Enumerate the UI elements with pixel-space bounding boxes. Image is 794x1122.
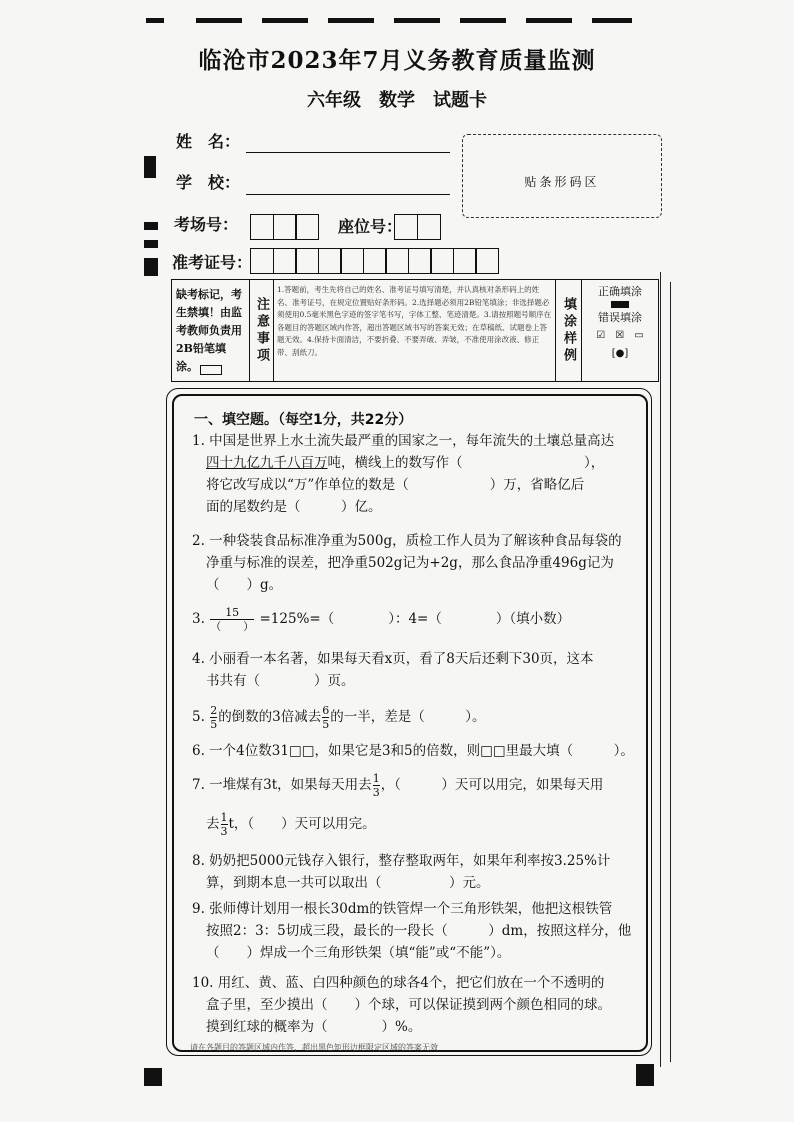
question-5: 5. $\frac{2}{5}$ 的倒数的3倍减去 $\frac{6}{5}$ 的一半，差是（ ）。 bbox=[192, 704, 486, 731]
exam-room-label: 考场号： bbox=[174, 215, 239, 234]
fraction: $\frac{2}{5}$ bbox=[210, 704, 218, 731]
page-subtitle: 六年级 数学 试题卡 bbox=[307, 90, 487, 111]
underlined-number: 四十九亿九千八百万 bbox=[206, 455, 328, 471]
top-mark bbox=[146, 18, 164, 23]
question-3: 3. $\frac{15}{( )}$ =125%=（ ）：4=（ ）（填小数） bbox=[192, 606, 571, 633]
question-8: 8. 奶奶把5000元钱存入银行，整存整取两年，如果年利率按3.25%计 算，到期本息一共可以取出（ ）元。 bbox=[192, 853, 611, 891]
fraction: $\frac{6}{5}$ bbox=[322, 704, 330, 731]
school-label: 学 校： bbox=[176, 173, 241, 192]
question-7: 7. 一堆煤有3t，如果每天用去 $\frac{1}{3}$ ，（ ）天可以用完，如果每天用 去 $\frac{1}{3}$ t，（ ）天可以用完。 bbox=[192, 772, 604, 838]
position-block bbox=[144, 258, 158, 276]
seat-boxes[interactable] bbox=[394, 214, 439, 240]
seat-label: 座位号： bbox=[338, 217, 403, 236]
school-field[interactable] bbox=[246, 194, 450, 195]
ticket-boxes[interactable] bbox=[250, 248, 498, 274]
position-block bbox=[144, 1068, 162, 1086]
exam-room-boxes[interactable] bbox=[250, 214, 318, 240]
wrong-mark-icon: ☑ bbox=[596, 330, 606, 341]
question-2: 2. 一种袋装食品标准净重为500g，质检工作人员为了解该种食品每袋的 净重与标准的误差，把净重502g记为+2g，那么食品净重496g记为 （ ）g。 bbox=[192, 533, 622, 593]
right-edge-line bbox=[670, 282, 671, 1062]
position-block bbox=[144, 222, 158, 230]
question-9: 9. 张师傅计划用一根长30dm的铁管焊一个三角形铁架，他把这根铁管 按照2：3：5切成三段，最长的一段长（ ）dm，按照这样分，他 （ ）焊成一个三角形铁架（填“能”或“不能”）。 bbox=[192, 901, 632, 961]
name-label: 姓 名： bbox=[176, 132, 241, 151]
fraction: $\frac{15}{( )}$ bbox=[210, 606, 255, 633]
name-field[interactable] bbox=[246, 152, 450, 153]
barcode-label: 贴条形码区 bbox=[524, 175, 600, 189]
fill-example-cell bbox=[582, 280, 658, 381]
position-block bbox=[144, 240, 158, 248]
wrong-mark-icon: ☒ bbox=[615, 330, 625, 341]
fraction: $\frac{1}{3}$ bbox=[220, 811, 228, 838]
wrong-fill-label: 错误填涂 bbox=[598, 311, 642, 324]
ticket-label: 准考证号： bbox=[172, 253, 253, 272]
barcode-area bbox=[462, 134, 662, 218]
question-1: 1. 中国是世界上水土流失最严重的国家之一，每年流失的土壤总量高达 四十九亿九千八百万吨，横线上的数写作（ ）， 将它改写成以“万”作单位的数是（ ）万，省略亿后 面的尾数约是（ ）亿。 bbox=[192, 433, 615, 515]
right-edge-line bbox=[660, 272, 661, 1067]
absent-mark-cell bbox=[172, 280, 250, 381]
notes-row bbox=[171, 279, 659, 382]
question-6: 6. 一个4位数31□□，如果它是3和5的倍数，则□□里最大填（ ）。 bbox=[192, 743, 634, 759]
notice-label: 注意事项 bbox=[250, 280, 274, 381]
correct-fill-label: 正确填涂 bbox=[598, 285, 642, 298]
position-block bbox=[144, 156, 156, 178]
wrong-mark-icon: [●] bbox=[611, 348, 629, 359]
correct-fill-icon bbox=[611, 301, 629, 308]
top-mark bbox=[328, 18, 374, 23]
section-title: 一、填空题。（每空1分，共22分） bbox=[194, 412, 413, 428]
top-mark bbox=[592, 18, 632, 23]
top-mark bbox=[460, 18, 506, 23]
question-4: 4. 小丽看一本名著，如果每天看x页，看了8天后还剩下30页，这本 书共有（ ）页。 bbox=[192, 651, 594, 689]
wrong-mark-icon: ▭ bbox=[634, 330, 644, 341]
fill-example-label: 填涂样例 bbox=[556, 280, 582, 381]
fraction: $\frac{1}{3}$ bbox=[372, 772, 380, 799]
position-block bbox=[636, 1064, 654, 1086]
absent-checkbox[interactable] bbox=[200, 365, 222, 375]
top-mark bbox=[394, 18, 440, 23]
top-mark bbox=[526, 18, 572, 23]
question-10: 10. 用红、黄、蓝、白四种颜色的球各4个，把它们放在一个不透明的 盒子里，至少摸出（ ）个球，可以保证摸到两个颜色相同的球。 摸到红球的概率为（ ）%。 bbox=[192, 975, 611, 1035]
wrong-fill-icons bbox=[584, 328, 656, 361]
top-mark bbox=[262, 18, 308, 23]
absent-text: 缺考标记，考生禁填！由监考教师负责用2B铅笔填涂。 bbox=[176, 288, 242, 373]
footnote: 请在各题目的答题区域内作答，超出黑色矩形边框限定区域的答案无效 bbox=[190, 1043, 438, 1052]
notice-text: 1.答题前，考生先将自己的姓名、准考证号填写清楚，并认真核对条形码上的姓名、准考证号，在规定位置贴好条形码。2.选择题必须用2B铅笔填涂；非选择题必须使用0.5毫米黑色字迹的签字笔书写，字体工整、笔迹清楚。3.请按照题号顺序在各题目的答题区域内作答，超出答题区域书写的答案无效；在草稿纸、试题卷上答题无效。4.保持卡面清洁，不要折叠、不要弄破、弄皱，不准使用涂改液、修正带、刮纸刀。 bbox=[274, 280, 556, 381]
page-title: 临沧市2023年7月义务教育质量监测 bbox=[198, 47, 596, 74]
top-mark bbox=[196, 18, 242, 23]
